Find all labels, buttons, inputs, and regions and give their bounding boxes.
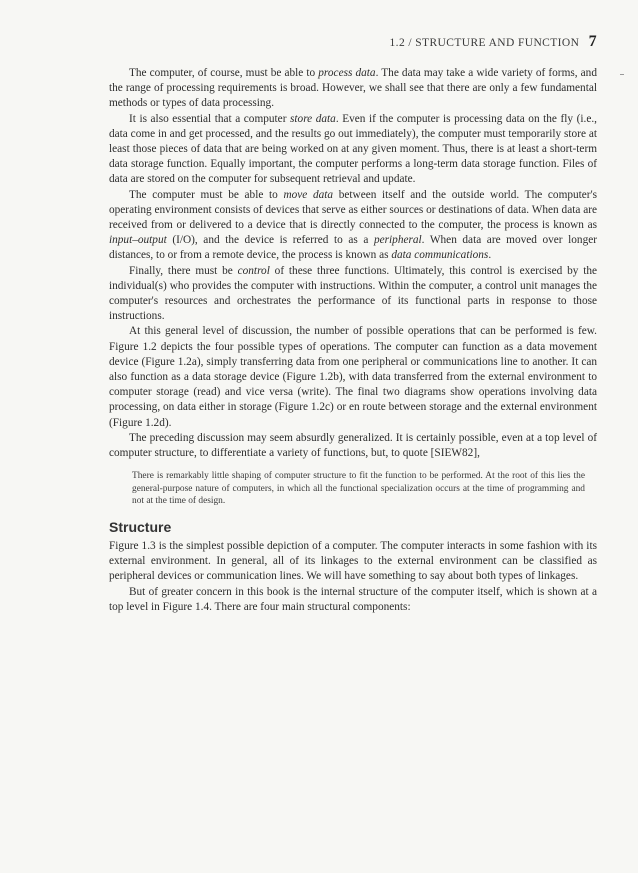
section-heading: Structure xyxy=(109,519,172,536)
margin-mark xyxy=(620,74,624,75)
running-header xyxy=(0,33,597,51)
paragraph-internal-structure: But of greater concern in this book is the internal structure of the computer itself, which is shown at a top level in Figure 1.4. There are four main structural components: xyxy=(109,585,597,613)
page-number: 7 xyxy=(588,33,597,50)
paragraph-structure: Figure 1.3 is the simplest possible depiction of a computer. The computer interacts in some fashion with its external environment. In general, all of its linkages to the external environment can be classified as peripheral devices or communication lines. We will have something to say about both types of linkages. xyxy=(109,540,597,583)
block-quote: There is remarkably little shaping of computer structure to fit the function to be performed. At the root of this lies the general-purpose nature of computers, in which all the functional specialization occurs at the time of programming and not at the time of design. xyxy=(132,471,585,507)
paragraph-control: Finally, there must be control of these three functions. Ultimately, this control is exercised by the individual(s) who provides the computer with instructions. Within the computer, a control unit manages the computer's resources and orchestrates the performance of its functional parts in response to those instructions. xyxy=(109,264,597,323)
paragraph-store-data: It is also essential that a computer store data. Even if the computer is processing data on the fly (i.e., data come in and get processed, and the results go out immediately), the computer must temporarily store at least those pieces of data that are being worked on at any given moment. Thus, there is at least a short-term data storage function. Equally important, the computer performs a long-term data storage function. Files of data are stored on the computer for subsequent retrieval and update. xyxy=(109,112,597,186)
paragraph-generalized: The preceding discussion may seem absurdly generalized. It is certainly possible, even at a top level of computer structure, to differentiate a variety of functions, but, to quote [SIEW82], xyxy=(109,431,597,460)
paragraph-process-data: The computer, of course, must be able to process data. The data may take a wide variety of forms, and the range of processing requirements is broad. However, we shall see that there are only a few fundamental methods or types of data processing. xyxy=(109,67,597,110)
paragraph-move-data: The computer must be able to move data between itself and the outside world. The computer's operating environment consists of devices that serve as either sources or destinations of data. When data are received from or delivered to a device that is directly connected to the computer, the process is known as input–output (I/O), and the device is referred to as a peripheral. When data are moved over longer distances, to or from a remote device, the process is known as data communications. xyxy=(109,188,597,262)
running-title: 1.2 / STRUCTURE AND FUNCTION xyxy=(389,37,580,49)
body-text xyxy=(109,66,597,615)
paragraph-operations: At this general level of discussion, the number of possible operations that can be performed is few. Figure 1.2 depicts the four possible types of operations. The computer can function as a data movement device (Figure 1.2a), simply transferring data from one peripheral or communications line to another. It can also function as a data storage device (Figure 1.2b), with data transferred from the external environment to computer storage (read) and vice versa (write). The final two diagrams show operations involving data processing, on data either in storage (Figure 1.2c) or en route between storage and the external environment (Figure 1.2d). xyxy=(109,325,597,429)
